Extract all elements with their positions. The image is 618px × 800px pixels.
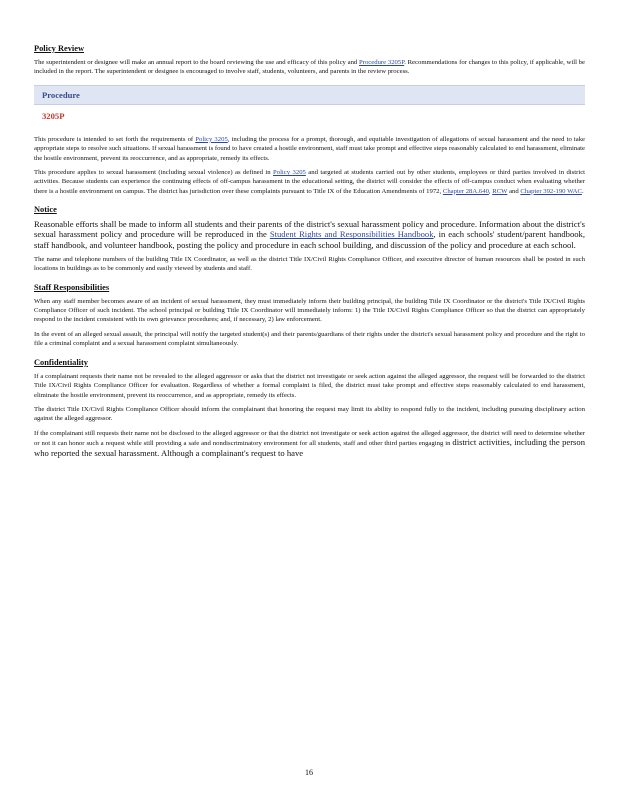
policy-review-text-a: The superintendent or designee will make an annual report to the board reviewing the use and efficacy of this policy and bbox=[34, 59, 358, 66]
chapter-28a640-link[interactable]: Chapter 28A.640 bbox=[442, 187, 489, 195]
staff-paragraph-2: In the event of an alleged sexual assault, the principal will notify the targeted student(s) and their parents/guardians of their rights under the district's sexual harassment policy and procedure and the right to file a criminal complaint and a sexual harassment complaint simultaneously. bbox=[34, 330, 585, 348]
policy-review-paragraph bbox=[34, 58, 585, 77]
policy-review-heading: Policy Review bbox=[34, 44, 85, 53]
notice-paragraph-1 bbox=[34, 219, 585, 250]
notice-paragraph-2: The name and telephone numbers of the building Title IX Coordinator, as well as the district Title IX/Civil Rights Compliance Officer, and executive director of human resources shall be posted in such locations in buildings as to be commonly and easily viewed by students and staff. bbox=[34, 255, 585, 273]
page-number: 16 bbox=[305, 768, 313, 777]
document-page bbox=[34, 44, 585, 464]
chapter-392-190-wac-link[interactable]: Chapter 392-190 WAC bbox=[520, 187, 582, 195]
confidentiality-p3-text-big: district activities, including the person who reported the sexual harassment. Although a complainant's request to have bbox=[34, 437, 585, 458]
intro-p2-text-e: . bbox=[581, 187, 584, 195]
rcw-link[interactable]: RCW bbox=[492, 187, 508, 195]
intro-paragraph-1 bbox=[34, 135, 585, 163]
confidentiality-p3-text-small: If the complainant still requests their name not be disclosed to the alleged aggressor or that the district not investigate or seek action against the alleged aggressor, the district will need to determine whether or not it can honor such a request while still providing a safe and nondiscriminatory environment for all students, staff and other third parties engaging in bbox=[34, 429, 585, 448]
procedure-3205p-link[interactable]: Procedure 3205P bbox=[359, 59, 405, 66]
procedure-code: 3205P bbox=[42, 110, 65, 121]
staff-paragraph-1: When any staff member becomes aware of an incident of sexual harassment, they must immediately inform their building principal, the building Title IX Coordinator or the district's Title IX/Civil Rights Compliance Officer of such incident. The school principal or building Title IX Coordinator will immediately inform: 1) the Title IX/Civil Rights Compliance Officer so that the district can appropriately respond to the incident consistent with its own grievance procedures; and, if necessary, 2) law enforcement. bbox=[34, 297, 585, 324]
policy-3205-link[interactable]: Policy 3205 bbox=[195, 135, 228, 143]
intro-p2-text-d: and bbox=[509, 187, 519, 195]
confidentiality-paragraph-3 bbox=[34, 429, 585, 459]
confidentiality-paragraph-1: If a complainant requests their name not be revealed to the alleged aggressor or asks that the district not investigate or seek action against the alleged aggressor, the request will be forwarded to the district Title IX/Civil Rights Compliance Officer for evaluation. Regardless of whether a formal complaint is filed, the district must take prompt and effective steps reasonably calculated to end harassment, eliminate the hostile environment, prevent its reoccurrence, and as appropriate, remedy its effects. bbox=[34, 372, 585, 399]
notice-p1-text-a: Reasonable efforts shall be made to inform all students and their parents of the district's sexual harassment policy and procedure. Information about the district's sexual harassment policy and procedure will be reproduced in the bbox=[34, 219, 585, 240]
confidentiality-paragraph-2: The district Title IX/Civil Rights Compliance Officer should inform the complainant that honoring the request may limit its ability to respond fully to the incident, including pursuing disciplinary action against the alleged aggressor. bbox=[34, 405, 585, 423]
intro-paragraph-2 bbox=[34, 168, 585, 196]
student-rights-handbook-link[interactable]: Student Rights and Responsibilities Handbook bbox=[269, 229, 434, 240]
intro-p1-text-a: This procedure is intended to set forth the requirements of bbox=[34, 135, 194, 143]
notice-p1-text-b: , in each schools' student/parent handbook, staff handbook, and volunteer handbook, posting the policy and procedure in each school building, and discussion of the policy and procedure at each school. bbox=[34, 229, 585, 250]
policy-review-text-b: . Recommendations for changes to this policy, if applicable, will be included in the report. The superintendent or designee is encouraged to involve staff, students, volunteers, and parents in the review process. bbox=[34, 59, 585, 76]
notice-heading: Notice bbox=[34, 205, 57, 215]
procedure-section bbox=[34, 85, 585, 121]
intro-p2-text-c: , bbox=[488, 187, 491, 195]
intro-p2-text-a: This procedure applies to sexual harassment (including sexual violence) as defined in bbox=[34, 169, 271, 177]
staff-responsibilities-heading: Staff Responsibilities bbox=[34, 282, 110, 292]
intro-p2-text-b: and targeted at students carried out by other students, employees or third parties involved in district activities. Because students can experience the continuing effects of off-campus harassment in the educational setting, the district will consider the effects of off-campus conduct when evaluating whether there is a hostile environment on campus. The district has jurisdiction over these complaints pursuant to Title IX of the Education Amendments of 1972, bbox=[34, 169, 586, 195]
policy-3205-link-2[interactable]: Policy 3205 bbox=[273, 169, 306, 177]
intro-p1-text-b: , including the process for a prompt, thorough, and equitable investigation of allegations of sexual harassment and the need to take appropriate steps to resolve such situations. If sexual harassment is found to have created a hostile environment, staff must take prompt and effective steps reasonably calculated to end harassment, eliminate the hostile environment, prevent its reoccurrence, and as appropriate, remedy its effects. bbox=[34, 135, 586, 162]
procedure-band-title: Procedure bbox=[34, 85, 585, 105]
confidentiality-heading: Confidentiality bbox=[34, 357, 88, 367]
